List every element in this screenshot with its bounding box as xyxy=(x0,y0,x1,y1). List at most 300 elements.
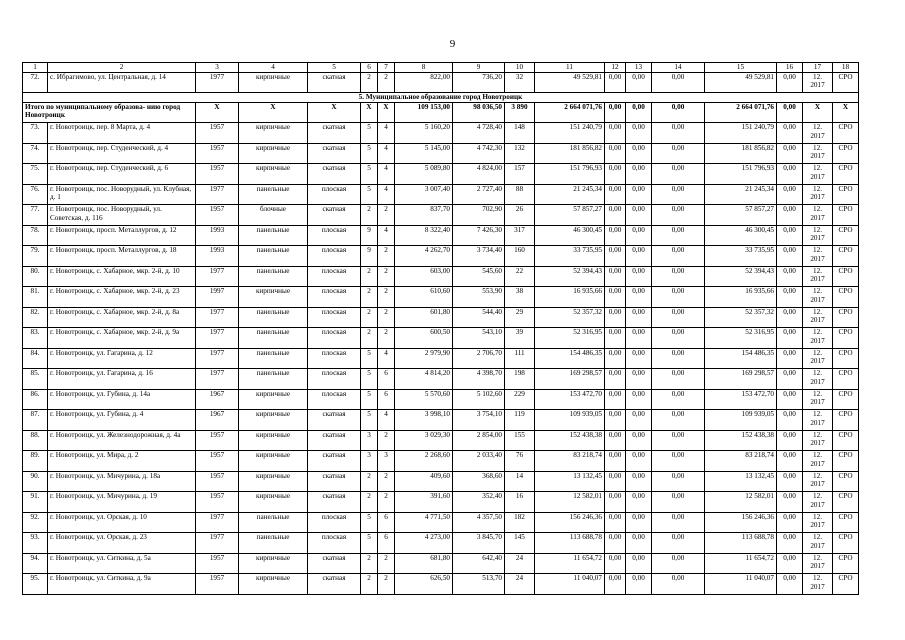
table-cell: 5 xyxy=(361,164,378,185)
table-cell: 0,00 xyxy=(626,451,652,472)
table-cell: 49 529,81 xyxy=(705,72,777,93)
table-cell: 9 xyxy=(361,225,378,246)
total-cell: X xyxy=(361,102,378,123)
table-cell: 4 742,30 xyxy=(453,143,505,164)
table-cell: 181 856,82 xyxy=(535,143,605,164)
table-cell: г. Новотроицк, с. Хабарное, мкр. 2-й, д. 10 xyxy=(48,266,196,287)
table-cell: г. Новотроицк, с. Хабарное, мкр. 2-й, д. 23 xyxy=(48,287,196,308)
table-cell: 4 xyxy=(378,348,395,369)
table-cell: 89. xyxy=(23,451,48,472)
table-cell: 8 322,40 xyxy=(395,225,453,246)
table-cell: кирпичные xyxy=(239,287,308,308)
column-number-cell: 5 xyxy=(308,63,361,73)
table-cell: СРО xyxy=(833,430,859,451)
table-cell: 0,00 xyxy=(626,471,652,492)
column-number-cell: 8 xyxy=(395,63,453,73)
table-cell: 352,40 xyxy=(453,492,505,513)
table-cell: 3 xyxy=(361,451,378,472)
table-cell: панельные xyxy=(239,184,308,205)
table-cell: г. Новотроицк, просп. Металлургов, д. 12 xyxy=(48,225,196,246)
table-cell: 4 xyxy=(378,123,395,144)
table-cell: 2 xyxy=(378,246,395,267)
table-cell: 2 xyxy=(361,307,378,328)
table-cell: 1997 xyxy=(196,287,239,308)
table-cell: 72. xyxy=(23,72,48,93)
table-cell: 736,20 xyxy=(453,72,505,93)
table-cell: кирпичные xyxy=(239,410,308,431)
table-cell: СРО xyxy=(833,164,859,185)
table-cell: г. Новотроицк, ул. Орская, д. 23 xyxy=(48,533,196,554)
table-cell: 2 268,60 xyxy=(395,451,453,472)
table-cell: 1957 xyxy=(196,430,239,451)
table-cell: 6 xyxy=(378,389,395,410)
table-cell: 2 xyxy=(361,205,378,226)
table-cell: 553,90 xyxy=(453,287,505,308)
table-cell: 600,50 xyxy=(395,328,453,349)
column-number-cell: 12 xyxy=(605,63,626,73)
table-row xyxy=(23,410,859,431)
table-cell: 0,00 xyxy=(777,287,803,308)
table-cell: 12. 2017 xyxy=(803,72,833,93)
table-cell: 2 727,40 xyxy=(453,184,505,205)
table-cell: 91. xyxy=(23,492,48,513)
table-cell: СРО xyxy=(833,348,859,369)
table-cell: 1993 xyxy=(196,246,239,267)
table-cell: 160 xyxy=(505,246,535,267)
table-cell: 90. xyxy=(23,471,48,492)
table-cell: 14 xyxy=(505,471,535,492)
column-number-cell: 14 xyxy=(652,63,705,73)
table-cell: 0,00 xyxy=(605,123,626,144)
table-cell: 86. xyxy=(23,389,48,410)
table-cell: 5 xyxy=(361,143,378,164)
table-cell: 1977 xyxy=(196,348,239,369)
table-cell: 74. xyxy=(23,143,48,164)
table-cell: 822,00 xyxy=(395,72,453,93)
table-row xyxy=(23,574,859,595)
table-cell: 0,00 xyxy=(777,492,803,513)
table-cell: кирпичные xyxy=(239,492,308,513)
total-cell: 2 664 071,76 xyxy=(535,102,605,123)
table-cell: 0,00 xyxy=(777,389,803,410)
table-cell: 0,00 xyxy=(605,348,626,369)
table-cell: 12. 2017 xyxy=(803,205,833,226)
table-cell: 12. 2017 xyxy=(803,451,833,472)
table-cell: 12. 2017 xyxy=(803,430,833,451)
column-number-cell: 16 xyxy=(777,63,803,73)
table-cell: 4 xyxy=(378,184,395,205)
table-cell: 12. 2017 xyxy=(803,307,833,328)
table-row xyxy=(23,307,859,328)
total-cell: Итого по муниципальному образова- нию город Новотроицк xyxy=(23,102,196,123)
table-cell: плоская xyxy=(308,533,361,554)
table-cell: г. Новотроицк, ул. Гагарина, д. 16 xyxy=(48,369,196,390)
table-cell: 0,00 xyxy=(777,348,803,369)
table-cell: 0,00 xyxy=(626,287,652,308)
table-cell: 57 857,27 xyxy=(705,205,777,226)
table-cell: 0,00 xyxy=(777,72,803,93)
table-cell: скатная xyxy=(308,451,361,472)
table-cell: 2 xyxy=(378,266,395,287)
table-cell: 0,00 xyxy=(626,553,652,574)
table-cell: 2 xyxy=(378,205,395,226)
table-cell: СРО xyxy=(833,72,859,93)
table-cell: 4 824,00 xyxy=(453,164,505,185)
table-cell: 0,00 xyxy=(652,533,705,554)
table-cell: 0,00 xyxy=(605,553,626,574)
table-cell: 85. xyxy=(23,369,48,390)
table-cell: 5 xyxy=(361,512,378,533)
table-cell: 0,00 xyxy=(626,266,652,287)
table-cell: 6 xyxy=(378,512,395,533)
table-cell: 3 007,40 xyxy=(395,184,453,205)
table-row xyxy=(23,430,859,451)
table-cell: г. Новотроицк, просп. Металлургов, д. 18 xyxy=(48,246,196,267)
table-cell: 5 xyxy=(361,348,378,369)
table-cell: скатная xyxy=(308,553,361,574)
table-cell: 181 856,82 xyxy=(705,143,777,164)
table-cell: 0,00 xyxy=(777,225,803,246)
table-cell: 0,00 xyxy=(626,574,652,595)
table-row xyxy=(23,184,859,205)
total-cell: 0,00 xyxy=(777,102,803,123)
table-cell: 2 xyxy=(378,72,395,93)
table-cell: 409,60 xyxy=(395,471,453,492)
table-cell: 610,60 xyxy=(395,287,453,308)
table-cell: 0,00 xyxy=(777,369,803,390)
table-cell: 79. xyxy=(23,246,48,267)
table-cell: 1977 xyxy=(196,369,239,390)
table-cell: кирпичные xyxy=(239,471,308,492)
table-cell: 2 xyxy=(361,471,378,492)
table-cell: панельные xyxy=(239,307,308,328)
table-cell: 46 300,45 xyxy=(705,225,777,246)
table-cell: 0,00 xyxy=(652,143,705,164)
table-cell: плоская xyxy=(308,512,361,533)
table-cell: 76 xyxy=(505,451,535,472)
table-cell: 39 xyxy=(505,328,535,349)
table-cell: г. Новотроицк, ул. Гагарина, д. 12 xyxy=(48,348,196,369)
table-cell: плоская xyxy=(308,184,361,205)
column-number-cell: 11 xyxy=(535,63,605,73)
table-cell: 544,40 xyxy=(453,307,505,328)
table-cell: 16 xyxy=(505,492,535,513)
table-cell: 642,40 xyxy=(453,553,505,574)
total-row xyxy=(23,102,859,123)
table-cell: 52 394,43 xyxy=(705,266,777,287)
table-cell: кирпичные xyxy=(239,389,308,410)
table-cell: 12. 2017 xyxy=(803,512,833,533)
table-cell: 113 688,78 xyxy=(705,533,777,554)
table-cell: 513,70 xyxy=(453,574,505,595)
page-number: 9 xyxy=(449,38,456,50)
table-row xyxy=(23,369,859,390)
table-cell: 2 979,90 xyxy=(395,348,453,369)
table-cell: 3 754,10 xyxy=(453,410,505,431)
table-cell: 0,00 xyxy=(626,533,652,554)
total-cell: X xyxy=(239,102,308,123)
table-row xyxy=(23,533,859,554)
table-cell: 12. 2017 xyxy=(803,123,833,144)
table-cell: 82. xyxy=(23,307,48,328)
table-cell: СРО xyxy=(833,533,859,554)
table-cell: 95. xyxy=(23,574,48,595)
table-cell: 46 300,45 xyxy=(535,225,605,246)
table-cell: скатная xyxy=(308,164,361,185)
table-cell: 0,00 xyxy=(605,328,626,349)
table-cell: г. Новотроицк, ул. Мичурина, д. 18а xyxy=(48,471,196,492)
table-cell: 0,00 xyxy=(626,72,652,93)
table-cell: 0,00 xyxy=(605,410,626,431)
table-cell: 0,00 xyxy=(652,492,705,513)
table-row xyxy=(23,328,859,349)
table-cell: 152 438,38 xyxy=(705,430,777,451)
table-cell: СРО xyxy=(833,307,859,328)
table-cell: 132 xyxy=(505,143,535,164)
table-cell: кирпичные xyxy=(239,143,308,164)
table-cell: кирпичные xyxy=(239,451,308,472)
table-cell: 0,00 xyxy=(605,164,626,185)
column-number-cell: 10 xyxy=(505,63,535,73)
table-cell: 84. xyxy=(23,348,48,369)
table-cell: г. Новотроицк, ул. Мичурина, д. 19 xyxy=(48,492,196,513)
table-cell: 75. xyxy=(23,164,48,185)
table-cell: 0,00 xyxy=(652,225,705,246)
column-number-cell: 4 xyxy=(239,63,308,73)
table-cell: 0,00 xyxy=(605,369,626,390)
table-cell: 2 xyxy=(361,72,378,93)
table-cell: 0,00 xyxy=(626,389,652,410)
table-cell: скатная xyxy=(308,574,361,595)
table-cell: 0,00 xyxy=(626,348,652,369)
table-cell: 1957 xyxy=(196,143,239,164)
table-cell: 12. 2017 xyxy=(803,389,833,410)
table-cell: 4 262,70 xyxy=(395,246,453,267)
table-cell: 12. 2017 xyxy=(803,533,833,554)
table-cell: 0,00 xyxy=(605,389,626,410)
table-cell: 24 xyxy=(505,574,535,595)
table-cell: 12. 2017 xyxy=(803,574,833,595)
table-cell: 603,00 xyxy=(395,266,453,287)
table-cell: 0,00 xyxy=(777,328,803,349)
column-number-cell: 3 xyxy=(196,63,239,73)
table-cell: 52 316,95 xyxy=(705,328,777,349)
table-cell: 0,00 xyxy=(777,410,803,431)
table-cell: 0,00 xyxy=(605,430,626,451)
table-cell: кирпичные xyxy=(239,164,308,185)
table-cell: кирпичные xyxy=(239,72,308,93)
table-cell: плоская xyxy=(308,287,361,308)
table-cell: 12. 2017 xyxy=(803,266,833,287)
table-cell: г. Новотроицк, ул. Орская, д. 10 xyxy=(48,512,196,533)
table-cell: 33 735,95 xyxy=(705,246,777,267)
table-cell: плоская xyxy=(308,307,361,328)
table-cell: г. Новотроицк, ул. Мира, д. 2 xyxy=(48,451,196,472)
table-cell: 57 857,27 xyxy=(535,205,605,226)
table-cell: 0,00 xyxy=(605,287,626,308)
table-cell: 11 040,07 xyxy=(535,574,605,595)
table-cell: кирпичные xyxy=(239,553,308,574)
column-number-cell: 6 xyxy=(361,63,378,73)
table-row xyxy=(23,492,859,513)
table-cell: СРО xyxy=(833,143,859,164)
table-cell: 3 xyxy=(361,430,378,451)
table-cell: 1957 xyxy=(196,574,239,595)
table-cell: 4 xyxy=(378,143,395,164)
table-cell: 1993 xyxy=(196,225,239,246)
table-row xyxy=(23,287,859,308)
table-cell: 153 472,70 xyxy=(705,389,777,410)
table-cell: 93. xyxy=(23,533,48,554)
table-cell: кирпичные xyxy=(239,430,308,451)
table-cell: 1957 xyxy=(196,451,239,472)
table-cell: 0,00 xyxy=(777,512,803,533)
table-cell: 0,00 xyxy=(652,246,705,267)
table-cell: 2 854,00 xyxy=(453,430,505,451)
total-cell: X xyxy=(308,102,361,123)
table-cell: 1977 xyxy=(196,512,239,533)
column-number-cell: 18 xyxy=(833,63,859,73)
table-cell: СРО xyxy=(833,328,859,349)
table-cell: 113 688,78 xyxy=(535,533,605,554)
table-cell: 0,00 xyxy=(626,164,652,185)
total-cell: 0,00 xyxy=(626,102,652,123)
total-cell: 109 153,00 xyxy=(395,102,453,123)
section-title: 5. Муниципальное образование город Новотроицк xyxy=(23,93,859,103)
table-cell: панельные xyxy=(239,348,308,369)
table-cell: г. Новотроицк, ул. Ситкина, д. 5а xyxy=(48,553,196,574)
table-cell: 12 582,01 xyxy=(705,492,777,513)
table-cell: 0,00 xyxy=(652,164,705,185)
table-cell: 151 796,93 xyxy=(705,164,777,185)
table-cell: 0,00 xyxy=(626,512,652,533)
table-row xyxy=(23,451,859,472)
table-cell: 88. xyxy=(23,430,48,451)
table-cell: 148 xyxy=(505,123,535,144)
table-body xyxy=(23,63,859,595)
table-cell: 0,00 xyxy=(777,430,803,451)
table-cell: г. Новотроицк, пос. Новорудный, ул. Клубная, д. 1 xyxy=(48,184,196,205)
table-row xyxy=(23,143,859,164)
table-cell: 119 xyxy=(505,410,535,431)
table-cell: 368,60 xyxy=(453,471,505,492)
table-cell: 4 728,40 xyxy=(453,123,505,144)
table-cell: 0,00 xyxy=(605,246,626,267)
table-cell: 5 xyxy=(361,123,378,144)
table-cell: 1967 xyxy=(196,410,239,431)
table-cell: 2 xyxy=(378,328,395,349)
table-cell: 2 xyxy=(361,492,378,513)
table-cell: 83 218,74 xyxy=(535,451,605,472)
table-cell: 1957 xyxy=(196,553,239,574)
section-title-row xyxy=(23,93,859,103)
table-cell: 87. xyxy=(23,410,48,431)
table-cell: 0,00 xyxy=(605,492,626,513)
table-cell: 0,00 xyxy=(605,307,626,328)
table-cell: 0,00 xyxy=(652,72,705,93)
table-cell: СРО xyxy=(833,287,859,308)
table-cell: 32 xyxy=(505,72,535,93)
table-cell: 3 998,10 xyxy=(395,410,453,431)
total-cell: 0,00 xyxy=(652,102,705,123)
table-cell: 5 160,20 xyxy=(395,123,453,144)
table-cell: плоская xyxy=(308,348,361,369)
table-cell: 0,00 xyxy=(652,123,705,144)
table-cell: 0,00 xyxy=(652,451,705,472)
table-cell: 111 xyxy=(505,348,535,369)
table-cell: 1957 xyxy=(196,492,239,513)
total-cell: 3 890 xyxy=(505,102,535,123)
table-cell: 12. 2017 xyxy=(803,246,833,267)
table-row xyxy=(23,471,859,492)
table-cell: скатная xyxy=(308,143,361,164)
table-cell: 0,00 xyxy=(652,266,705,287)
table-cell: 5 145,00 xyxy=(395,143,453,164)
table-cell: 0,00 xyxy=(652,410,705,431)
table-cell: 0,00 xyxy=(777,471,803,492)
table-cell: 12. 2017 xyxy=(803,492,833,513)
table-cell: плоская xyxy=(308,266,361,287)
table-row xyxy=(23,205,859,226)
table-cell: 2 xyxy=(378,574,395,595)
table-cell: 1957 xyxy=(196,205,239,226)
table-cell: 0,00 xyxy=(626,307,652,328)
table-cell: СРО xyxy=(833,369,859,390)
table-cell: плоская xyxy=(308,389,361,410)
table-cell: 151 240,79 xyxy=(535,123,605,144)
table-row xyxy=(23,246,859,267)
table-cell: 182 xyxy=(505,512,535,533)
table-cell: 0,00 xyxy=(652,369,705,390)
table-cell: 0,00 xyxy=(777,451,803,472)
table-cell: СРО xyxy=(833,451,859,472)
table-row xyxy=(23,266,859,287)
table-cell: 0,00 xyxy=(777,184,803,205)
table-cell: 29 xyxy=(505,307,535,328)
table-cell: 1977 xyxy=(196,307,239,328)
table-cell: 6 xyxy=(378,369,395,390)
table-cell: 12. 2017 xyxy=(803,553,833,574)
table-cell: г. Новотроицк, пос. Новорудный, ул. Советская, д. 116 xyxy=(48,205,196,226)
table-cell: 0,00 xyxy=(777,574,803,595)
table-cell: 1977 xyxy=(196,184,239,205)
table-cell: 0,00 xyxy=(626,328,652,349)
table-cell: 0,00 xyxy=(605,533,626,554)
table-cell: 52 357,32 xyxy=(535,307,605,328)
table-cell: панельные xyxy=(239,512,308,533)
table-cell: 0,00 xyxy=(605,225,626,246)
table-cell: 0,00 xyxy=(626,143,652,164)
table-cell: 391,60 xyxy=(395,492,453,513)
table-cell: 837,70 xyxy=(395,205,453,226)
table-cell: 81. xyxy=(23,287,48,308)
table-cell: 0,00 xyxy=(652,328,705,349)
table-cell: 13 132,45 xyxy=(705,471,777,492)
table-cell: 76. xyxy=(23,184,48,205)
table-cell: г. Новотроицк, ул. Железнодорожная, д. 4а xyxy=(48,430,196,451)
table-cell: панельные xyxy=(239,533,308,554)
table-cell: 0,00 xyxy=(777,143,803,164)
table-cell: 2 xyxy=(361,553,378,574)
total-cell: 2 664 071,76 xyxy=(705,102,777,123)
table-cell: 0,00 xyxy=(777,307,803,328)
table-cell: 4 814,20 xyxy=(395,369,453,390)
table-cell: 5 570,60 xyxy=(395,389,453,410)
table-cell: г. Новотроицк, пер. Студенческий, д. 6 xyxy=(48,164,196,185)
table-cell: 109 939,05 xyxy=(535,410,605,431)
table-cell: 145 xyxy=(505,533,535,554)
table-cell: 88 xyxy=(505,184,535,205)
